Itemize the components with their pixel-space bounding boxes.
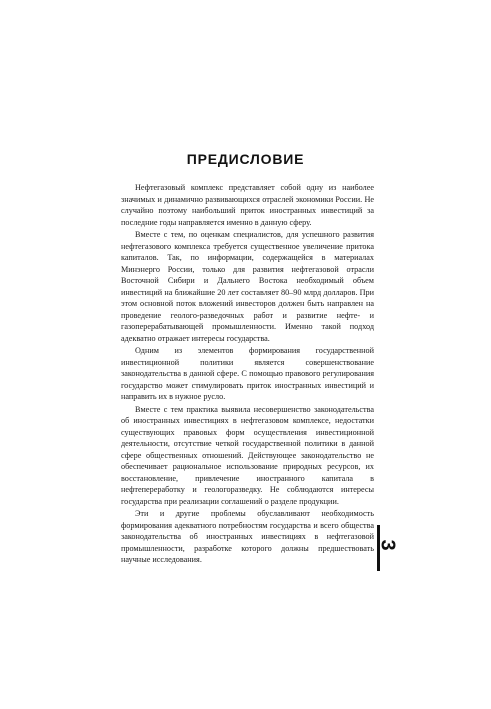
paragraph: Одним из элементов формирования государственной инвестиционной политики является совершенствование законодательства в данной сфере. С помощью правового регулирования государство может стимулировать приток иностранных инвестиций и направить их в нужное русло.: [121, 346, 374, 401]
page-number-block: [375, 525, 403, 571]
paragraph: Эти и другие проблемы обуславливают необходимость формирования адекватного потребностям государства и всего общества законодательства об иностранных инвестициях в нефтегазовой промышленности, разработке которого должны предшествовать научные исследования.: [121, 509, 374, 564]
paragraph: Нефтегазовый комплекс представляет собой одну из наиболее значимых и динамично развивающихся отраслей экономики России. Не случайно поэтому наибольший приток иностранных инвестиций за последние годы направляется именно в данную сферу.: [121, 183, 374, 227]
paragraph: Вместе с тем практика выявила несовершенство законодательства об иностранных инвестициях в нефтегазовом комплексе, недостатки существующих правовых форм осуществления инвестиционной деятельности, отсутствие четкой государственной политики в данной сфере общественных отношений. Действующее законодательство не обеспечивает рациональное использование природных ресурсов, их восстановление, привлечение иностранного капитала в нефтепереработку и геологоразведку. Не соблюдаются интересы государства при реализации соглашений о разделе продукции.: [121, 404, 374, 506]
body-text: [121, 182, 374, 567]
page-number: 3: [376, 539, 399, 551]
page-title: ПРЕДИСЛОВИЕ: [186, 151, 305, 167]
paragraph: Вместе с тем, по оценкам специалистов, для успешного развития нефтегазового комплекса требуется существенное увеличение притока капиталов. Так, по информации, содержащейся в материалах Минэнерго России, только для развития нефтегазовой отрасли Восточной Сибири и Дальнего Востока необходимый объем инвестиций на ближайшие 20 лет составляет 80–90 млрд долларов. При этом основной поток вложений инвесторов должен быть направлен на проведение геолого-разведочных работ и развитие нефте- и газоперерабатывающей промышленности. Именно такой подход адекватно отражает интересы государства.: [121, 230, 374, 343]
